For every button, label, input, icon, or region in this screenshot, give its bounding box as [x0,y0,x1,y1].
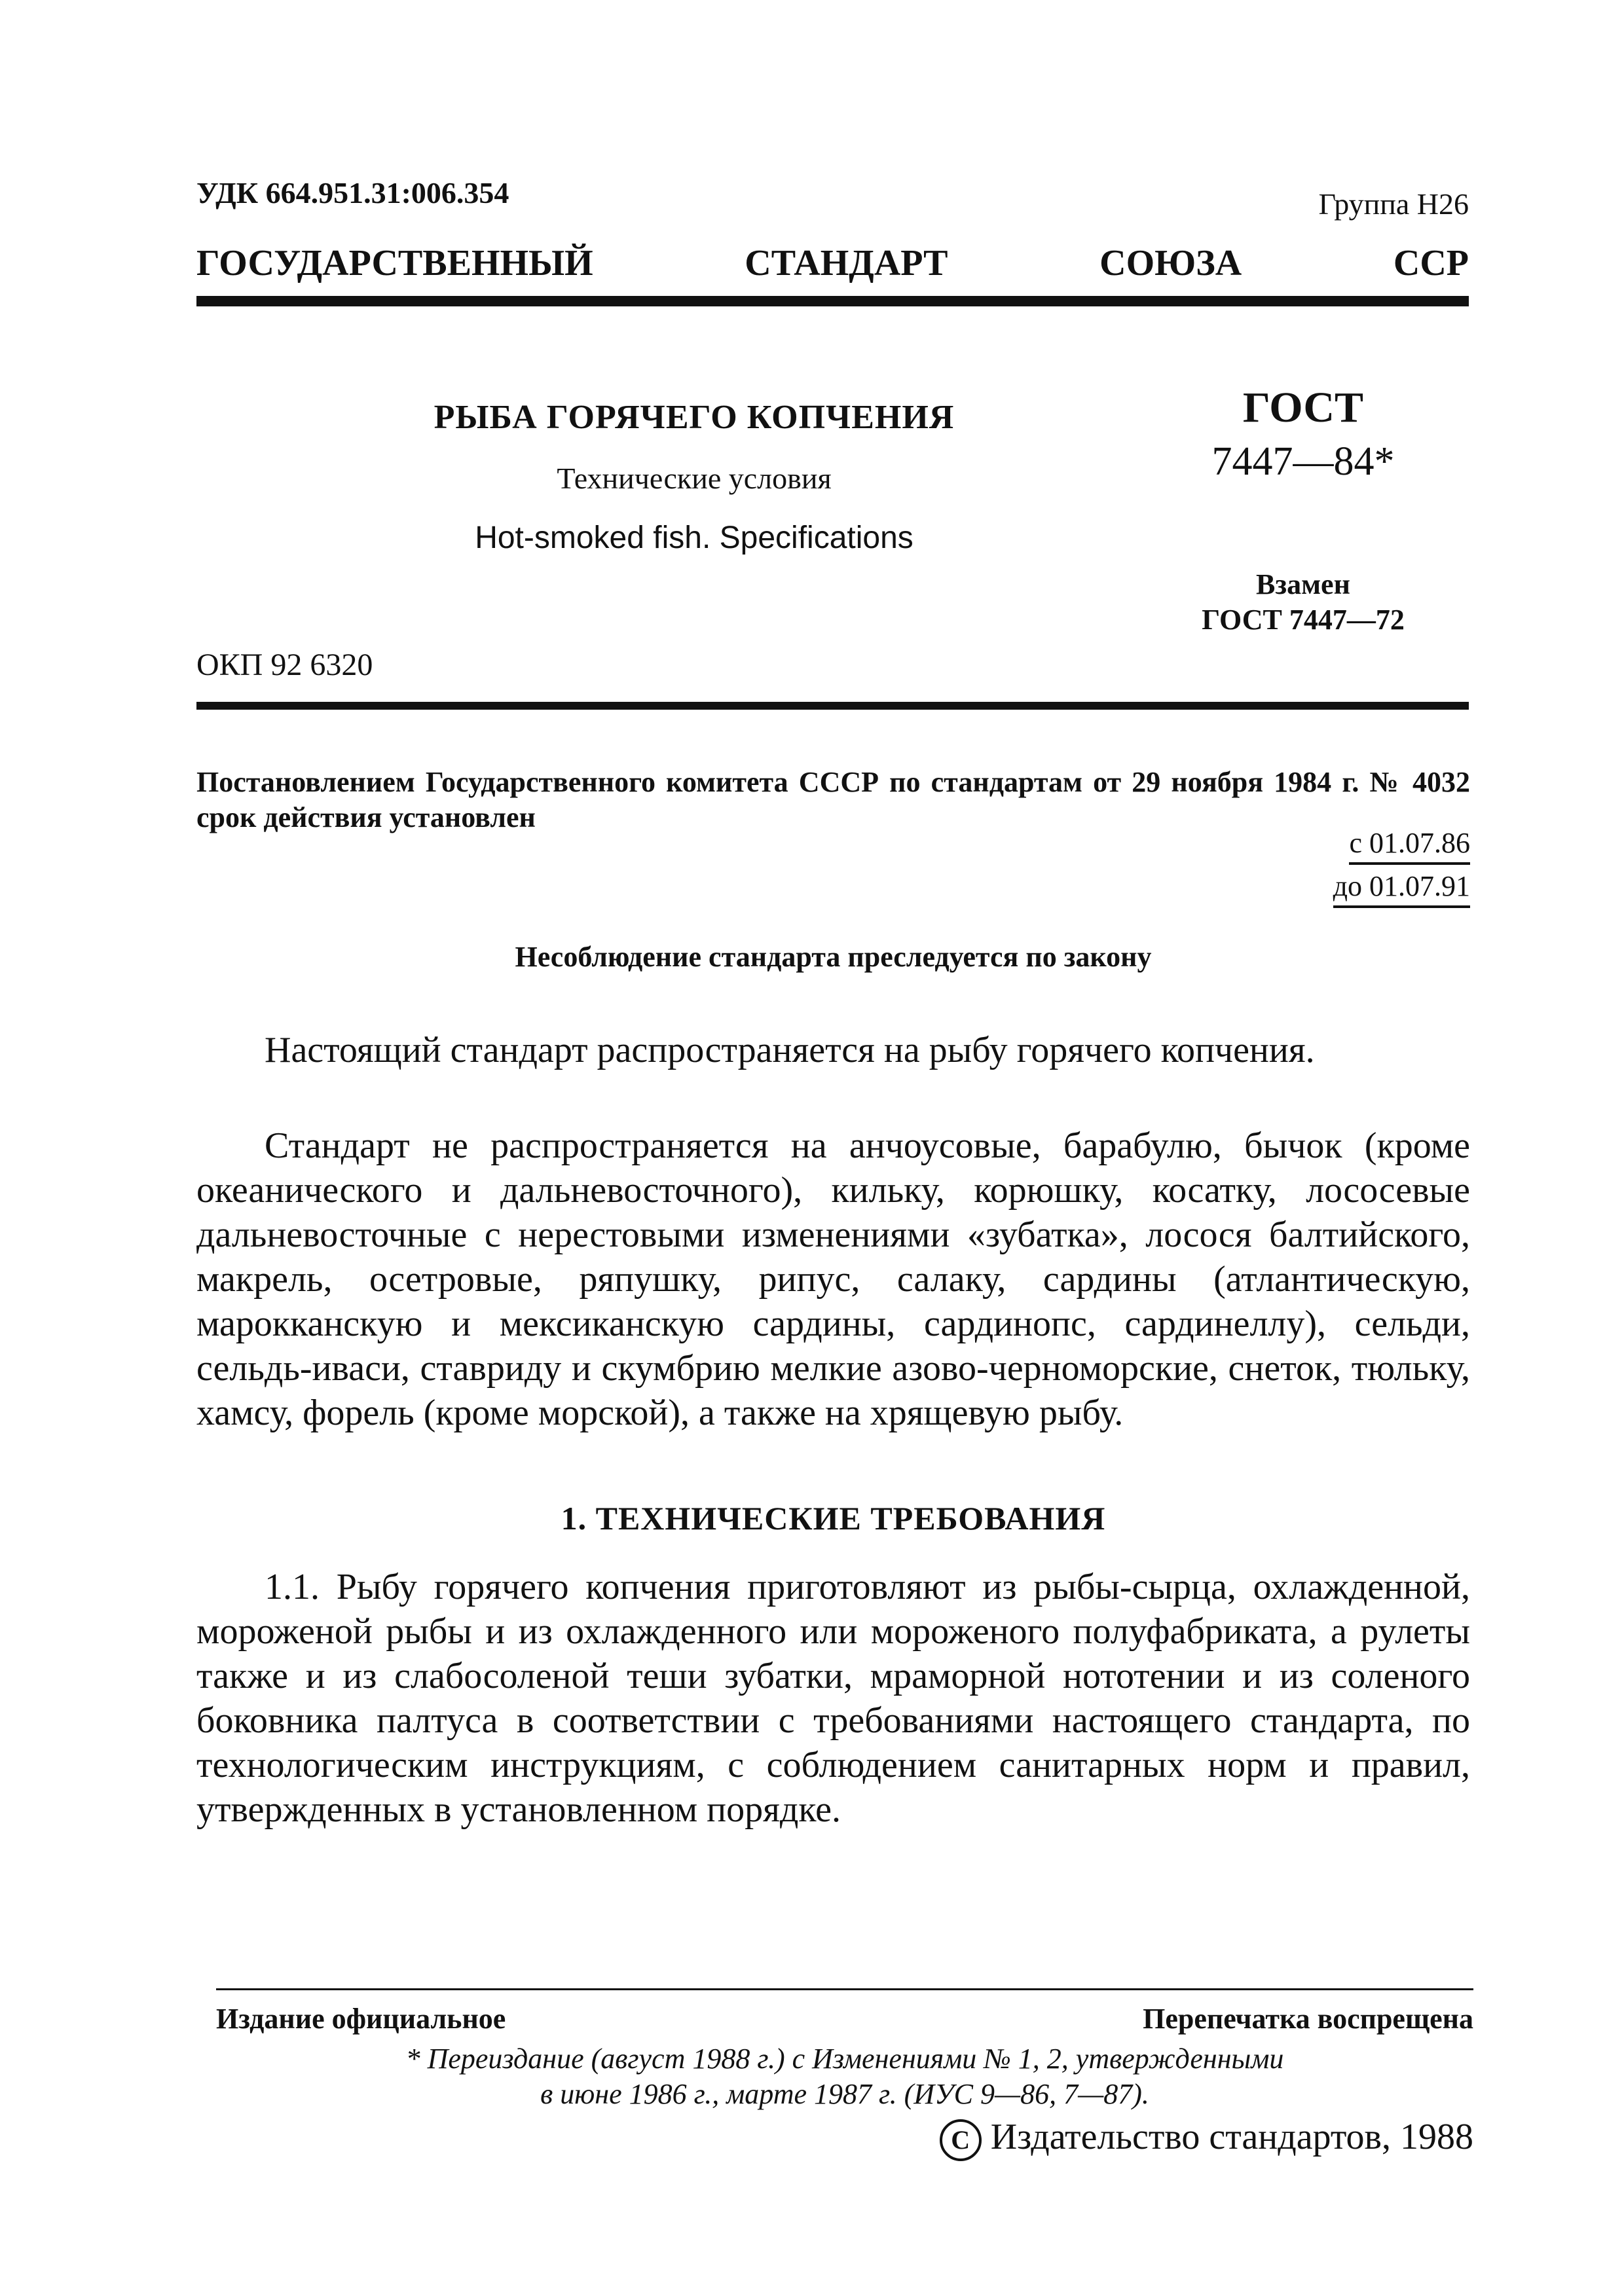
paragraph-exclusions: Стандарт не распространяется на анчоусовые, барабулю, бычок (кроме океанического и дальневосточного), кильку, корюшку, косатку, лососевые дальневосточные с нерестовыми изменениями «зубатка», лосося балтийского, макрель, осетровые, ряпушку, рипус, салаку, сардины (атлантическую, марокканскую и мексиканскую сардины, сардинопс, сардинеллу), сельди, сельдь-иваси, ставриду и скумбрию мелкие азово-черноморские, снеток, тюльку, хамсу, форель (кроме морской), а также на хрящевую рыбу. [196,1125,1470,1433]
subtitle-ru: Технические условия [557,462,832,495]
title-en: Hot-smoked fish. Specifications [475,520,913,555]
header-rule [196,296,1469,306]
publisher-name: Издательство стандартов, 1988 [990,2117,1473,2157]
publisher-line [940,2116,1473,2161]
title-ru: РЫБА ГОРЯЧЕГО КОПЧЕНИЯ [434,399,955,436]
standard-line: ГОСУДАРСТВЕННЫЙ СТАНДАРТ СОЮЗА ССР [196,243,1469,283]
date-from-row [1349,826,1470,865]
paragraph-scope: Настоящий стандарт распространяется на рыбу горячего копчения. [265,1030,1315,1070]
date-to: до 01.07.91 [1333,869,1470,908]
footnote [216,2041,1473,2112]
replaces-block [1113,567,1493,638]
date-from: с 01.07.86 [1349,826,1470,865]
date-to-row [1333,869,1470,908]
section-title: 1. ТЕХНИЧЕСКИЕ ТРЕБОВАНИЯ [561,1500,1106,1537]
footnote-line-1: * Переиздание (август 1988 г.) с Изменениями № 1, 2, утвержденными [405,2043,1284,2075]
copyright-icon: С [940,2119,982,2161]
title-rule [196,702,1469,710]
udk-code: УДК 664.951.31:006.354 [196,176,509,210]
okp-code: ОКП 92 6320 [196,647,373,682]
replaces-number: ГОСТ 7447—72 [1202,604,1405,636]
paragraph-1-1: 1.1. Рыбу горячего копчения приготовляют из рыбы-сырца, охлажденной, мороженой рыбы и из охлажденного или мороженого полуфабриката, а рулеты также и из слабосоленой теши зубатки, мраморной нототении и из соленого боковника палтуса в соответствии с требованиями настоящего стандарта, по технологическим инструкциям, с соблюдением санитарных норм и правил, утвержденных в установленном порядке. [196,1567,1470,1830]
law-notice: Несоблюдение стандарта преследуется по закону [515,941,1152,973]
gost-label: ГОСТ [1242,384,1364,431]
decree-text: Постановлением Государственного комитета СССР по стандартам от 29 ноября 1984 г. № 4032 срок действия установлен [196,766,1470,833]
edition-label: Издание официальное [216,2003,506,2035]
footer-rule [216,1988,1473,1990]
group-code: Группа Н26 [1318,187,1469,221]
footnote-line-2: в июне 1986 г., марте 1987 г. (ИУС 9—86, 7—87). [540,2078,1149,2110]
gost-number: 7447—84* [1211,439,1395,484]
replaces-label: Взамен [1256,568,1350,600]
reprint-label: Перепечатка воспрещена [1143,2003,1473,2035]
